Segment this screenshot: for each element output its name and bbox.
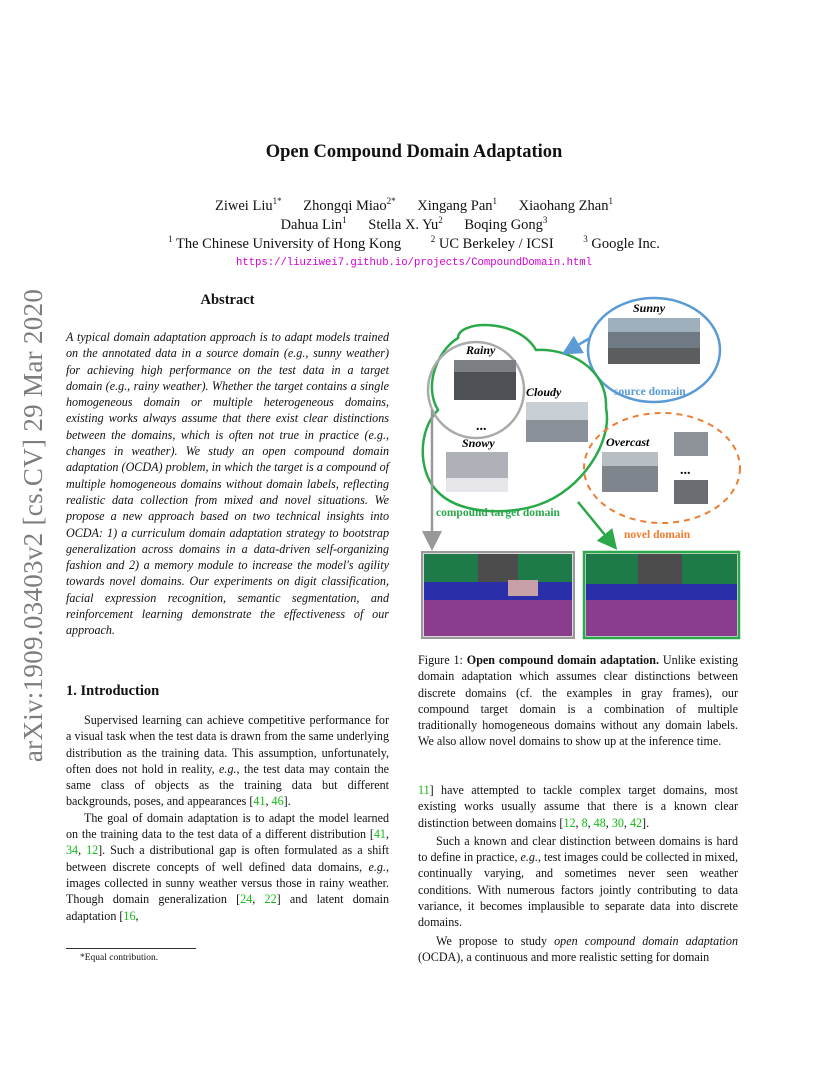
right-paragraph-2: Such a known and clear distinction between domains is hard to define in practice, e.g., test images could be collected in mixed, continually varying, and sometimes never seen weather conditions. With numerous factors jointly contributing to data variance, it becomes implausible to separate data into discrete domains. bbox=[418, 833, 738, 930]
citation-link[interactable]: 42 bbox=[629, 815, 643, 830]
segmentation-map-right bbox=[584, 552, 739, 638]
cloudy-label: Cloudy bbox=[526, 385, 562, 399]
novel-domain-label: novel domain bbox=[624, 529, 691, 541]
compound-ellipsis: ... bbox=[476, 419, 487, 434]
author: Xiaohang Zhan$^1$ bbox=[518, 196, 613, 214]
overcast-label: Overcast bbox=[606, 435, 650, 449]
paper-title: Open Compound Domain Adaptation bbox=[265, 142, 563, 162]
affiliation: $^2$ UC Berkeley / ICSI bbox=[430, 234, 554, 252]
right-paragraph-3: We propose to study open compound domain adaptation (OCDA), a continuous and more realistic setting for domain bbox=[418, 933, 739, 964]
citation-link[interactable]: 12 bbox=[563, 815, 576, 830]
author: Boqing Gong$^3$ bbox=[464, 215, 548, 233]
novel-thumb-2 bbox=[674, 480, 708, 504]
citation-link[interactable]: 41 bbox=[253, 794, 266, 809]
figure-1-caption: Figure 1: Open compound domain adaptation. Unlike existing domain adaptation which assumes clear distinctions between discrete domains (cf. the examples in gray frames), our compound target domain is a combination of multiple traditionally homogeneous domains without any domain labels. We also allow novel domains to show up at the inference time. bbox=[418, 653, 738, 749]
citation-link[interactable]: 34 bbox=[66, 843, 79, 858]
author: Stella X. Yu$^2$ bbox=[368, 215, 443, 233]
compound-domain-label: compound target domain bbox=[436, 507, 560, 519]
affiliation: $^1$ The Chinese University of Hong Kong bbox=[168, 234, 402, 252]
intro-paragraph-2: The goal of domain adaptation is to adapt the model learned on the training data to the test data of a different distribution [41, 34, 12]. Such a distributional gap is often formulated as a shift between discrete concepts of well defined data domains, e.g., images collected in sunny weather versus those in rainy weather. Though domain generalization [24, 22] and latent domain adaptation [16, bbox=[66, 810, 390, 923]
figure-1 bbox=[418, 290, 743, 640]
citation-link[interactable]: 16 bbox=[123, 908, 136, 923]
footnote: *Equal contribution. bbox=[80, 953, 159, 963]
author: Xingang Pan$^1$ bbox=[417, 196, 498, 214]
author: Zhongqi Miao$^{2*}$ bbox=[303, 196, 396, 214]
citation-link[interactable]: 12 bbox=[86, 843, 99, 858]
segmentation-map-left bbox=[422, 552, 574, 638]
arxiv-stamp bbox=[14, 280, 54, 770]
project-url[interactable]: https://liuziwei7.github.io/projects/CompoundDomain.html bbox=[235, 257, 592, 269]
citation-link[interactable]: 48 bbox=[593, 815, 606, 830]
sunny-label: Sunny bbox=[633, 301, 666, 315]
citation-link[interactable]: 46 bbox=[271, 794, 284, 809]
footnote-rule bbox=[66, 948, 196, 949]
source-domain-label: source domain bbox=[614, 386, 686, 398]
citation-link[interactable]: 8 bbox=[581, 815, 588, 830]
citation-link[interactable]: 22 bbox=[264, 892, 277, 907]
abstract-body: A typical domain adaptation approach is to adapt models trained on the annotated data in a source domain (e.g., sunny weather) for achieving high performance on the test data in a target domain (e.g., rainy weather). Whether the target contains a single homogeneous domain or multiple heterogeneous domains, existing works always assume that there exist clear distinctions between the domains, which is often not true in practice (e.g., changes in weather). We study an open compound domain adaptation (OCDA) problem, in which the target is a compound of multiple homogeneous domains without domain labels, reflecting realistic data collection from mixed and novel situations. We propose a new approach based on two technical insights into OCDA: 1) a curriculum domain adaptation strategy to bootstrap generalization across domains in a data-driven self-organizing fashion and 2) a memory module to increase the model's agility towards novel domains. Our experiments on digit classification, facial expression recognition, semantic segmentation, and reinforcement learning demonstrate the effectiveness of our approach. bbox=[66, 330, 389, 638]
arxiv-stamp-text: arXiv:1909.03403v2 [cs.CV] 29 Mar 2020 bbox=[18, 288, 49, 762]
novel-thumb-1 bbox=[674, 432, 708, 456]
authors-row-2 bbox=[0, 215, 828, 234]
citation-link[interactable]: 24 bbox=[240, 892, 253, 907]
green-arrow bbox=[578, 502, 614, 546]
intro-body bbox=[66, 712, 389, 924]
author: Dahua Lin$^1$ bbox=[280, 215, 347, 233]
affiliations bbox=[0, 234, 828, 253]
right-column-body bbox=[418, 782, 738, 965]
citation-link[interactable]: 41 bbox=[373, 827, 386, 842]
citation-link[interactable]: 11 bbox=[418, 783, 430, 797]
authors-row-1 bbox=[0, 196, 828, 215]
abstract-heading: Abstract bbox=[200, 292, 255, 308]
rainy-label: Rainy bbox=[466, 343, 496, 357]
intro-heading: 1. Introduction bbox=[66, 683, 160, 699]
citation-link[interactable]: 30 bbox=[611, 815, 624, 830]
intro-paragraph-1: Supervised learning can achieve competitive performance for a visual task when the test data is drawn from the same underlying distribution as the training data. This assumption, unfortunately, often does not hold in reality, e.g., the test data may contain the same class of objects as the training data but different backgrounds, poses, and appearances [41, 46]. bbox=[66, 713, 389, 809]
source-arrow bbox=[566, 338, 590, 352]
author: Ziwei Liu$^{1*}$ bbox=[215, 196, 282, 214]
affiliation: $^3$ Google Inc. bbox=[583, 234, 660, 252]
novel-ellipsis: ... bbox=[680, 463, 691, 478]
snowy-label: Snowy bbox=[462, 436, 495, 450]
right-paragraph-1: 11] have attempted to tackle complex target domains, most existing works usually assume that there is a known clear distinction between domains [12, 8, 48, 30, 42]. bbox=[418, 783, 738, 830]
